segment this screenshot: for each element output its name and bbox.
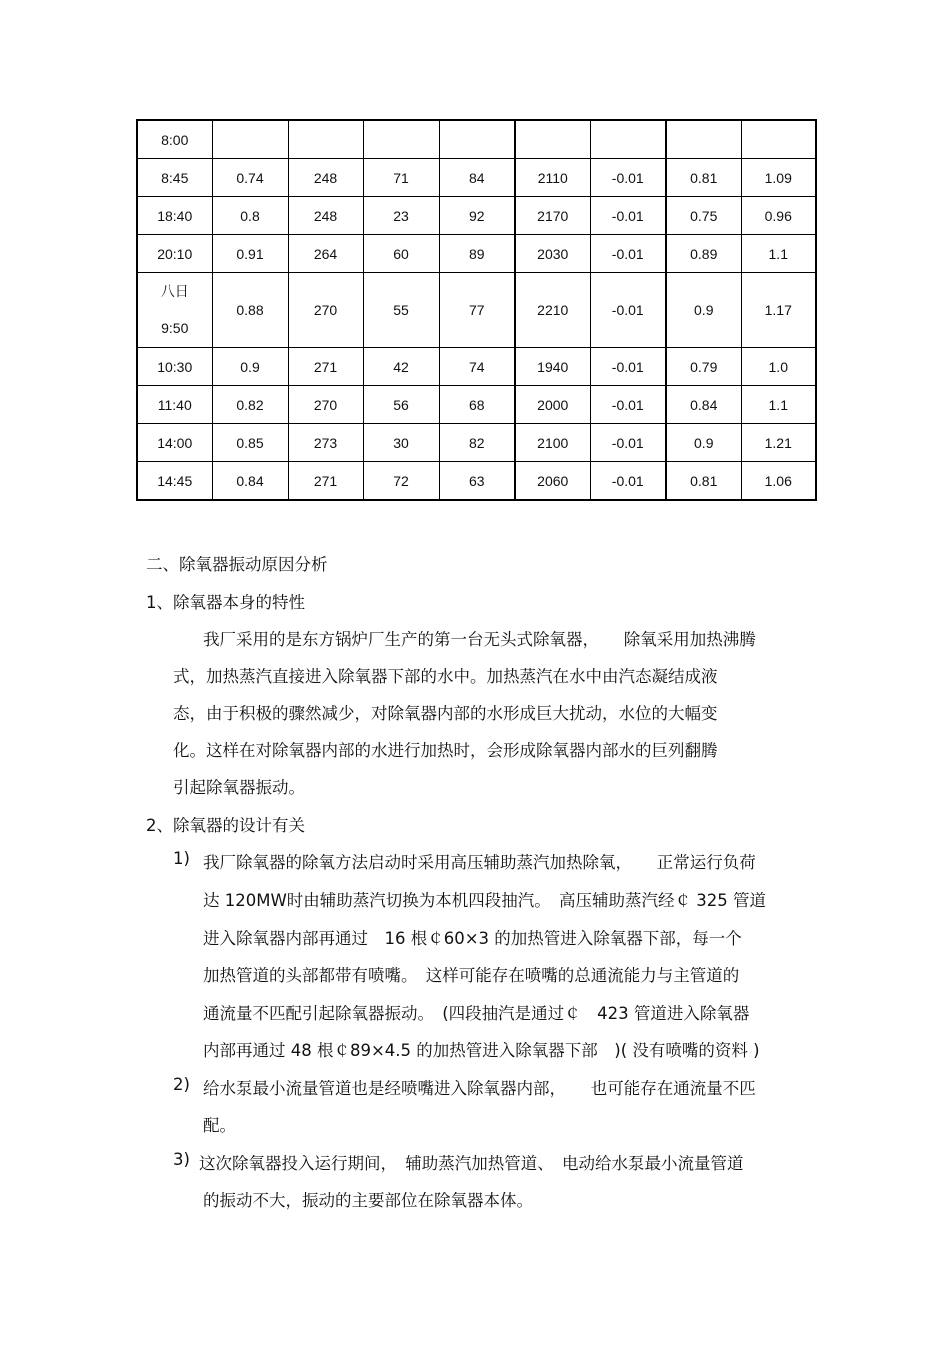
value-cell: 82 bbox=[439, 424, 515, 462]
table-row bbox=[137, 159, 816, 197]
value-cell: 0.9 bbox=[666, 273, 741, 348]
value-cell: 1.1 bbox=[741, 386, 816, 424]
value-cell: 248 bbox=[288, 197, 363, 235]
value-cell: 84 bbox=[439, 159, 515, 197]
date-label: 八日 bbox=[160, 283, 189, 299]
sub1-line-6: 内部再通过 48 根￠89×4.5 的加热管进入除氧器下部 )( 没有喷嘴的资料 ) bbox=[203, 1041, 760, 1060]
table-row bbox=[137, 424, 816, 462]
value-cell bbox=[212, 120, 288, 159]
table-body bbox=[137, 120, 816, 500]
value-cell: 271 bbox=[288, 348, 363, 386]
value-cell: 72 bbox=[363, 462, 439, 501]
sub3-line-2: 的振动不大，振动的主要部位在除氧器本体。 bbox=[203, 1191, 533, 1210]
value-cell: 2030 bbox=[515, 235, 590, 273]
value-cell: -0.01 bbox=[590, 462, 666, 501]
value-cell bbox=[439, 120, 515, 159]
value-cell: 92 bbox=[439, 197, 515, 235]
time-cell: 10:30 bbox=[137, 348, 212, 386]
value-cell: 0.84 bbox=[212, 462, 288, 501]
value-cell: -0.01 bbox=[590, 159, 666, 197]
value-cell bbox=[515, 120, 590, 159]
value-cell: 1.06 bbox=[741, 462, 816, 501]
value-cell: 2170 bbox=[515, 197, 590, 235]
value-cell: 270 bbox=[288, 386, 363, 424]
value-cell: 2110 bbox=[515, 159, 590, 197]
value-cell: 1.09 bbox=[741, 159, 816, 197]
item2-title: 2、除氧器的设计有关 bbox=[146, 816, 305, 835]
time-cell bbox=[137, 273, 212, 348]
value-cell: 56 bbox=[363, 386, 439, 424]
sub1-label: 1) bbox=[173, 849, 190, 868]
value-cell: 1.1 bbox=[741, 235, 816, 273]
sub2-label: 2) bbox=[173, 1075, 190, 1094]
value-cell: 77 bbox=[439, 273, 515, 348]
value-cell: 2060 bbox=[515, 462, 590, 501]
value-cell: -0.01 bbox=[590, 424, 666, 462]
table-row bbox=[137, 197, 816, 235]
value-cell: 60 bbox=[363, 235, 439, 273]
value-cell: 273 bbox=[288, 424, 363, 462]
table-row bbox=[137, 273, 816, 348]
value-cell: 2100 bbox=[515, 424, 590, 462]
sub1-line-1: 我厂除氧器的除氧方法启动时采用高压辅助蒸汽加热除氧， 正常运行负荷 bbox=[203, 853, 756, 872]
sub2-line-2: 配。 bbox=[203, 1116, 236, 1135]
time-cell: 20:10 bbox=[137, 235, 212, 273]
value-cell: -0.01 bbox=[590, 273, 666, 348]
time-cell: 8:00 bbox=[137, 120, 212, 159]
value-cell: 2000 bbox=[515, 386, 590, 424]
sub1-line-2: 达 120MW时由辅助蒸汽切换为本机四段抽汽。 高压辅助蒸汽经￠ 325 管道 bbox=[203, 891, 767, 910]
value-cell: 55 bbox=[363, 273, 439, 348]
value-cell: 1.0 bbox=[741, 348, 816, 386]
time-cell: 8:45 bbox=[137, 159, 212, 197]
value-cell: 0.96 bbox=[741, 197, 816, 235]
value-cell: 0.81 bbox=[666, 462, 741, 501]
time-cell: 18:40 bbox=[137, 197, 212, 235]
value-cell: 0.9 bbox=[666, 424, 741, 462]
value-cell: 71 bbox=[363, 159, 439, 197]
value-cell: 264 bbox=[288, 235, 363, 273]
value-cell: 74 bbox=[439, 348, 515, 386]
value-cell: 1.21 bbox=[741, 424, 816, 462]
value-cell bbox=[288, 120, 363, 159]
value-cell: 248 bbox=[288, 159, 363, 197]
value-cell: 1940 bbox=[515, 348, 590, 386]
section-heading: 二、除氧器振动原因分析 bbox=[146, 555, 328, 574]
value-cell: 2210 bbox=[515, 273, 590, 348]
table-row bbox=[137, 348, 816, 386]
value-cell: -0.01 bbox=[590, 235, 666, 273]
value-cell: 63 bbox=[439, 462, 515, 501]
sub3-label: 3) bbox=[173, 1150, 190, 1169]
item1-line-1: 我厂采用的是东方锅炉厂生产的第一台无头式除氧器， 除氧采用加热沸腾 bbox=[203, 630, 756, 649]
value-cell: 0.81 bbox=[666, 159, 741, 197]
value-cell: 0.74 bbox=[212, 159, 288, 197]
value-cell bbox=[666, 120, 741, 159]
value-cell bbox=[590, 120, 666, 159]
value-cell: 0.88 bbox=[212, 273, 288, 348]
value-cell: 0.75 bbox=[666, 197, 741, 235]
time-cell: 11:40 bbox=[137, 386, 212, 424]
table-row bbox=[137, 462, 816, 501]
value-cell: 0.79 bbox=[666, 348, 741, 386]
value-cell: 1.17 bbox=[741, 273, 816, 348]
value-cell: -0.01 bbox=[590, 197, 666, 235]
value-cell: 0.9 bbox=[212, 348, 288, 386]
value-cell: 270 bbox=[288, 273, 363, 348]
value-cell: 30 bbox=[363, 424, 439, 462]
sub1-line-4: 加热管道的头部都带有喷嘴。 这样可能存在喷嘴的总通流能力与主管道的 bbox=[203, 966, 740, 985]
value-cell: 0.82 bbox=[212, 386, 288, 424]
time-cell: 14:45 bbox=[137, 462, 212, 501]
value-cell: 89 bbox=[439, 235, 515, 273]
value-cell: 271 bbox=[288, 462, 363, 501]
table-row bbox=[137, 235, 816, 273]
value-cell: -0.01 bbox=[590, 386, 666, 424]
table-row bbox=[137, 386, 816, 424]
deaerator-data-table bbox=[136, 119, 817, 501]
item1-line-3: 态，由于积极的骤然减少，对除氧器内部的水形成巨大扰动，水位的大幅变 bbox=[173, 704, 718, 723]
value-cell: 0.8 bbox=[212, 197, 288, 235]
value-cell: 0.85 bbox=[212, 424, 288, 462]
item1-line-2: 式，加热蒸汽直接进入除氧器下部的水中。加热蒸汽在水中由汽态凝结成液 bbox=[173, 667, 718, 686]
value-cell: 0.84 bbox=[666, 386, 741, 424]
value-cell: 0.89 bbox=[666, 235, 741, 273]
item1-title: 1、除氧器本身的特性 bbox=[146, 593, 305, 612]
value-cell: 23 bbox=[363, 197, 439, 235]
time-label: 9:50 bbox=[161, 320, 189, 336]
sub1-line-3: 进入除氧器内部再通过 16 根￠60×3 的加热管进入除氧器下部，每一个 bbox=[203, 929, 742, 948]
item1-line-5: 引起除氧器振动。 bbox=[173, 778, 305, 797]
item1-line-4: 化。这样在对除氧器内部的水进行加热时，会形成除氧器内部水的巨列翻腾 bbox=[173, 741, 718, 760]
value-cell: -0.01 bbox=[590, 348, 666, 386]
value-cell: 42 bbox=[363, 348, 439, 386]
table-row bbox=[137, 120, 816, 159]
sub1-line-5: 通流量不匹配引起除氧器振动。 (四段抽汽是通过￠ 423 管道进入除氧器 bbox=[203, 1004, 750, 1023]
value-cell bbox=[741, 120, 816, 159]
sub3-line-1: 这次除氧器投入运行期间， 辅助蒸汽加热管道、 电动给水泵最小流量管道 bbox=[199, 1154, 744, 1173]
value-cell: 68 bbox=[439, 386, 515, 424]
sub2-line-1: 给水泵最小流量管道也是经喷嘴进入除氧器内部， 也可能存在通流量不匹 bbox=[203, 1079, 756, 1098]
time-cell: 14:00 bbox=[137, 424, 212, 462]
value-cell: 0.91 bbox=[212, 235, 288, 273]
value-cell bbox=[363, 120, 439, 159]
